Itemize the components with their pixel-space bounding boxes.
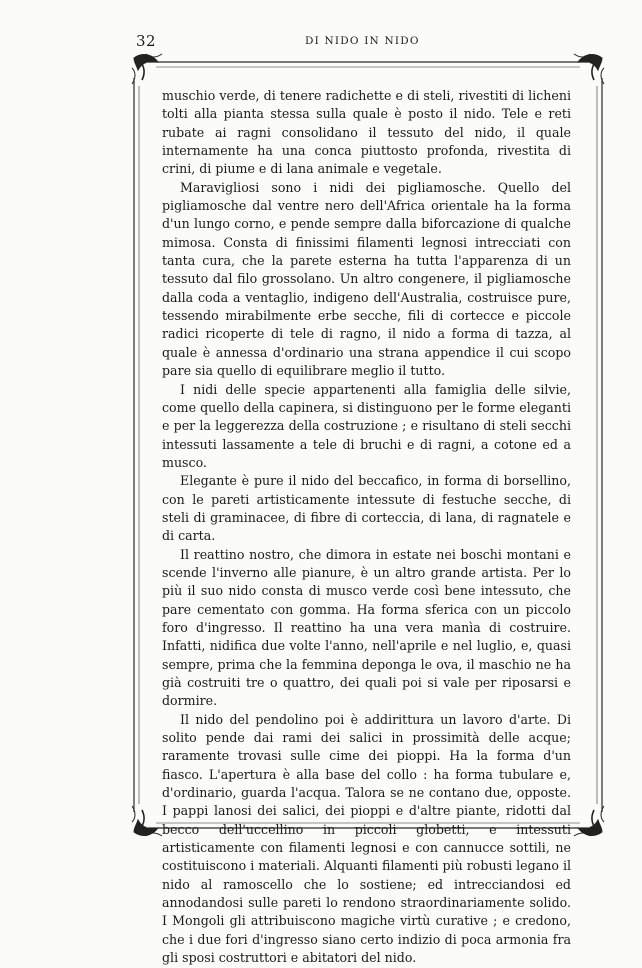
page-number: 32 <box>136 32 157 50</box>
paragraph: Maravigliosi sono i nidi dei pigliamosche. Quello del pigliamosche dal ventre nero dell'Africa orientale ha la forma d'un lungo corno, e pende sempre dalla biforcazione di qualche mimosa. Consta di finissimi filamenti legnosi intrecciati con tanta cura, che la parete esterna ha tutta l'apparenza di un tessuto dal filo grossolano. Un altro congenere, il pigliamosche dalla coda a ventaglio, indigeno dell'Australia, costruisce pure, tessendo mirabilmente erbe secche, fili di cortecce e piccole radici ricoperte di tele di ragno, il nido a forma di tazza, al quale è annessa d'ordinario una strana appendice il cui scopo pare sia quello di equilibrare meglio il tutto. <box>162 179 571 379</box>
paragraph: Il reattino nostro, che dimora in estate nei boschi montani e scende l'inverno alle pianure, è un altro grande artista. Per lo più il suo nido consta di musco verde così bene intessuto, che pare cementato con gomma. Ha forma sferica con un piccolo foro d'ingresso. Il reattino ha una vera manìa di costruire. Infatti, nidifica due volte l'anno, nell'aprile e nel luglio, e, quasi sempre, prima che la femmina deponga le ova, il maschio ne ha già costruiti tre o quattro, dei quali poi si vale per riposarsi e dormire. <box>162 546 571 709</box>
paragraph: muschio verde, di tenere radichette e di steli, rivestiti di licheni tolti alla pianta stessa sulla quale è posto il nido. Tele e reti rubate ai ragni consolidano il tessuto del nido, il quale internamente ha una conca piuttosto profonda, rivestita di crini, di piume e di lana animale e vegetale. <box>162 88 571 177</box>
page-header <box>0 30 642 50</box>
body-text <box>162 87 571 968</box>
running-title: DI NIDO IN NIDO <box>305 35 420 47</box>
paragraph: Il nido del pendolino poi è addirittura un lavoro d'arte. Di solito pende dai rami dei salici in prossimità delle acque; raramente trovasi sulle cime dei pioppi. Ha la forma d'un fiasco. L'apertura è alla base del collo : ha forma tubulare e, d'ordinario, guarda l'acqua. Talora se ne contano due, opposte. I pappi lanosi dei salici, dei pioppi e d'altre piante, ridotti dal becco dell'uccellino in piccoli globetti, e intessuti artisticamente con filamenti legnosi e con cannucce sottili, ne costituiscono i materiali. Alquanti filamenti più robusti legano il nido al ramoscello che lo sostiene; ed intrecciandosi ed annodandosi sulle pareti lo rendono straordinariamente solido. I Mongoli gli attribuiscono magiche virtù curative ; e credono, che i due fori d'ingresso siano certo indizio di poca armonia fra gli sposi costruttori e abitatori del nido. <box>162 711 571 966</box>
paragraph: Elegante è pure il nido del beccafico, in forma di borsellino, con le pareti artisticamente intessute di festuche secche, di steli di graminacee, di fibre di corteccia, di lana, di ragnatele e di carta. <box>162 473 571 544</box>
paragraph: I nidi delle specie appartenenti alla famiglia delle silvie, come quello della capinera, si distinguono per le forme eleganti e per la leggerezza della costruzione ; e risultano di steli secchi intessuti lassamente a tele di bruchi e di ragni, a cotone ed a musco. <box>162 381 571 470</box>
corner-ornament-icon <box>568 50 608 90</box>
corner-ornament-icon <box>568 800 608 840</box>
corner-ornament-icon <box>128 50 168 90</box>
